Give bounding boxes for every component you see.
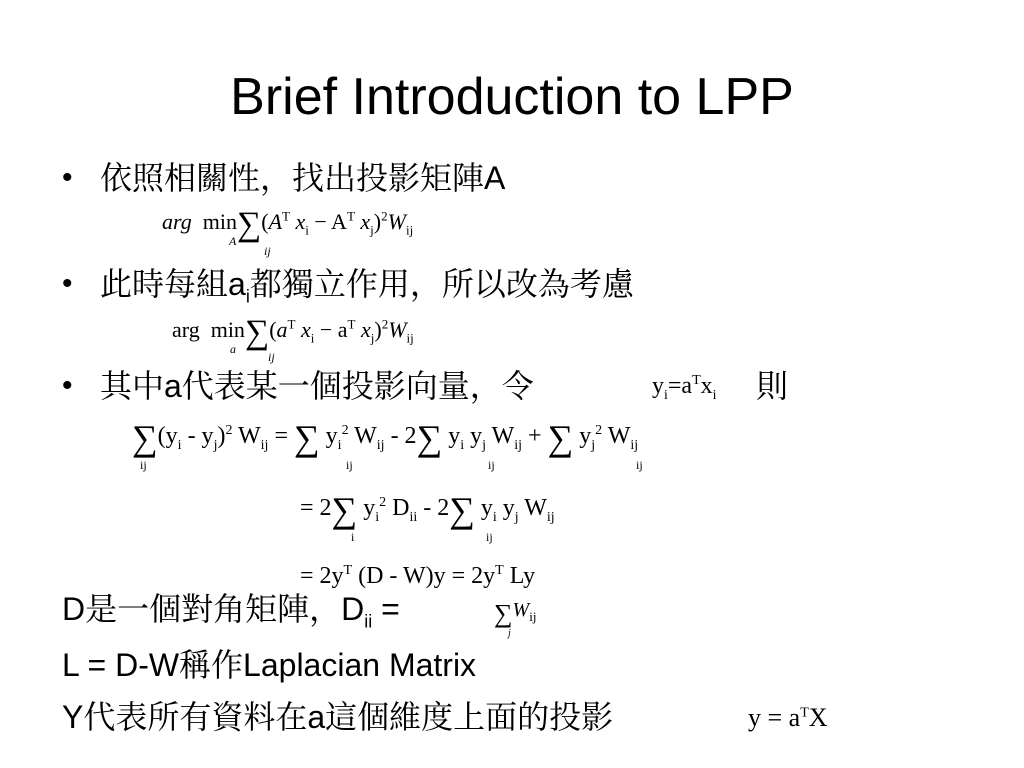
bullet-text-1: 依照相關性，找出投影矩陣A [100,160,506,196]
note-projection: Y代表所有資料在a這個維度上面的投影 [62,699,614,735]
bullet-text-2: 此時每組$a_i$都獨立作用，所以改為考慮 [100,266,634,307]
bullet-text-3: 其中a代表某一個投影向量，令 [100,368,534,404]
note-formula-projection: $y = a^TX$ [748,703,828,732]
bullet-marker: • [62,369,73,402]
sum-subscript: ij [488,458,495,472]
min-subscript: a [230,342,236,356]
sum-subscript: ij [140,458,147,472]
note-diagonal-matrix: D是一個對角矩陣，$D_{ii}$ = [62,591,400,632]
sum-subscript: ij [264,244,271,258]
formula-objective-A: arg $\min\sum(A^T$ $x_i - A^T$ $x_j)^2W_{ij}$ [162,206,414,243]
page-title: Brief Introduction to LPP [230,68,794,126]
formula-objective-a: arg $\min\sum(a^T$ $x_i - a^T$ $x_j)^2W_{ij}$ [172,314,414,351]
sum-subscript: i [351,530,355,544]
bullet-marker: • [62,267,73,300]
note-laplacian: L = D-W稱作Laplacian Matrix [62,647,477,683]
bullet-marker: • [62,161,73,194]
derivation-line-3: = $2y^T$ $(D - W)y = 2y^T$ Ly [300,563,536,589]
sum-subscript: ij [346,458,353,472]
bullet-text-3-end: 則 [756,368,789,404]
sum-subscript: ij [268,350,275,364]
derivation-line-2: = 2∑ $y_i^2$ $D_{ii} - 2\sum$ $y_i$ $y_j$ $W_{ij}$ [300,490,555,530]
note-formula-degree: $\sum W_{ij}$ [494,599,537,628]
derivation-line-1: $\sum(y_i - y_j)^2$ $W_{ij}$ = ∑ $y_i^2$ $W_{ij} - 2\sum$ $y_i$ $y_j$ $W_{ij}$ + ∑ $y_j^2$ $W_{ij}$ [132,418,639,458]
inline-projection-def: $y_i=a^Tx_i$ [652,373,717,403]
min-subscript: A [229,234,237,248]
sum-subscript: j [508,628,511,639]
sum-subscript: ij [486,530,493,544]
sum-subscript: ij [636,458,643,472]
